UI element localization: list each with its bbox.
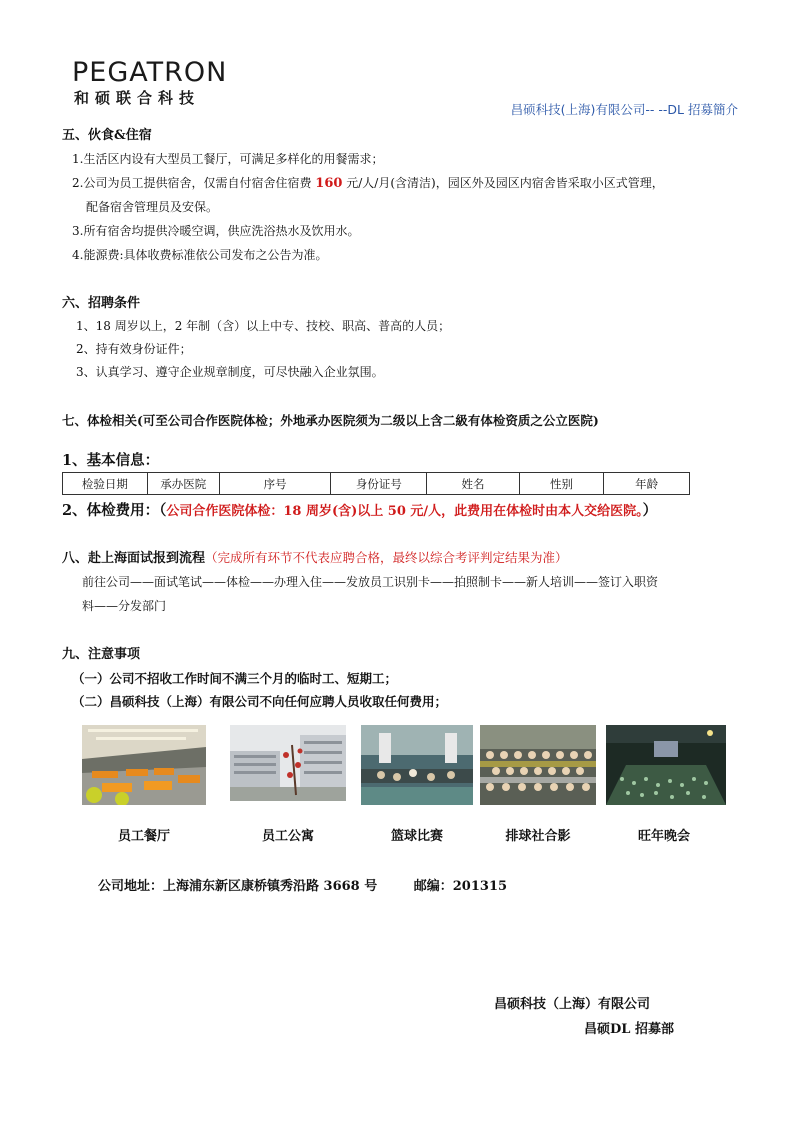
logo-wordmark: PEGATRON [72,57,228,88]
medical-fee-line [62,502,657,521]
table-header-cell: 年龄 [604,473,690,495]
section5-title: 五、伙食&住宿 [62,128,152,143]
notice-item-2: （二）昌硕科技（上海）有限公司不向任何应聘人员收取任何费用； [72,694,448,709]
section5-item-1: 1.生活区内设有大型员工餐厅，可满足多样化的用餐需求； [72,152,384,166]
section5-item-4: 4.能源费:具体收费标准依公司发布之公告为准。 [72,248,328,262]
company-address [98,875,507,894]
section9-title: 九、注意事项 [62,647,141,662]
volleyball-photo [480,725,596,805]
section8-title: 八、赴上海面试报到流程 [62,551,206,566]
interview-flow-line-1: 前往公司——面试笔试——体检——办理入住——发放员工识别卡——拍照制卡——新人培训——签订入职资 [82,575,659,589]
table-header-cell: 姓名 [427,473,519,495]
section6-item-1: 1、18 周岁以上，2 年制（含）以上中专、技校、职高、普高的人员； [76,319,451,333]
section5-item-3: 3.所有宿舍均提供冷暖空调，供应洗浴热水及饮用水。 [72,224,360,238]
medical-info-table [62,472,690,495]
table-header-cell: 身份证号 [331,473,427,495]
section5-item-2-text-b: 元/人/月(含清洁)，园区外及园区内宿舍皆采取小区式管理， [346,176,664,190]
medical-fee-label: 2、体检费用：（ [62,502,167,519]
photo-caption-basketball: 篮球比赛 [390,829,443,844]
logo-subtitle: 和硕联合科技 [74,89,201,107]
dormitory-photo [230,725,346,801]
section6-title: 六、招聘条件 [62,296,141,311]
basketball-photo [361,725,473,805]
section5-item-2-cont: 配备宿舍管理员及安保。 [86,200,219,214]
table-header-cell: 性别 [519,473,604,495]
section6-item-3: 3、认真学习、遵守企业规章制度，可尽快融入企业氛围。 [76,365,384,379]
table-header-cell: 检验日期 [63,473,148,495]
signature-company: 昌硕科技（上海）有限公司 [494,997,651,1012]
table-header-row [63,473,690,495]
photo-caption-volleyball: 排球社合影 [505,829,571,844]
basic-info-title: 1、基本信息： [62,452,160,469]
photo-caption-canteen: 员工餐厅 [117,829,170,844]
section8-heading [62,549,568,568]
table-header-cell: 承办医院 [147,473,219,495]
signature-dept: 昌硕DL 招募部 [584,1022,674,1037]
company-logo [72,58,242,108]
table-header-cell: 序号 [219,473,330,495]
photo-caption-dormitory: 员工公寓 [261,829,314,844]
notice-item-1: （一）公司不招收工作时间不满三个月的临时工、短期工； [72,671,398,686]
photo-caption-party: 旺年晚会 [637,829,690,844]
interview-flow-line-2: 料——分发部门 [82,599,167,613]
canteen-photo [82,725,206,805]
zip-code: 邮编：201315 [413,879,508,894]
address-text: 公司地址：上海浦东新区康桥镇秀沿路 3668 号 [98,879,378,894]
section5-item-2 [72,175,664,192]
section5-item-2-text-a: 2.公司为员工提供宿舍，仅需自付宿舍住宿费 [72,176,312,190]
medical-fee-close: ） [642,502,658,519]
section7-title: 七、体检相关(可至公司合作医院体检；外地承办医院须为二级以上含二級有体检资质之公立医院) [62,413,599,428]
medical-fee-text: 公司合作医院体检：18 周岁(含)以上 50 元/人，此费用在体检时由本人交给医院。 [166,504,643,519]
dorm-fee-value: 160 [315,176,343,191]
document-header-title: 昌硕科技(上海)有限公司-- --DL 招募簡介 [510,102,738,117]
section8-note: （完成所有环节不代表应聘合格，最终以综合考评判定结果为准） [205,550,568,565]
section6-item-2: 2、持有效身份证件； [76,342,192,356]
party-photo [606,725,726,805]
